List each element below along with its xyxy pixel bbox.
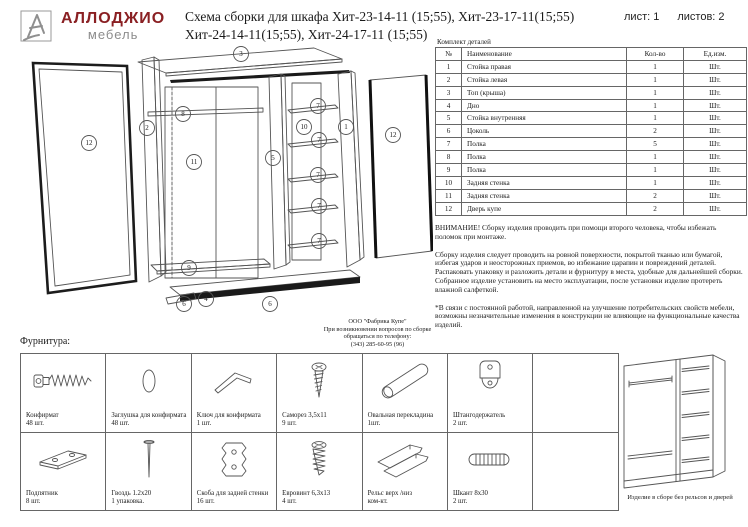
svg-text:6: 6: [268, 300, 272, 308]
hardware-cell-rod-holder: [448, 354, 533, 433]
cell-unit: Шт.: [684, 189, 747, 202]
note-placement: Собранное изделие установить на место эксплуатации, после установки изделие протереть влажной салфеткой.: [435, 275, 723, 294]
cell-name: Стойка правая: [462, 60, 627, 73]
table-row: [436, 202, 747, 215]
left-door-panel: [33, 63, 136, 293]
logo-monogram-icon: [18, 8, 54, 44]
hardware-name: Овальная перекладина: [367, 411, 434, 419]
cell-name: Цоколь: [462, 125, 627, 138]
table-row: [436, 60, 747, 73]
cell-unit: Шт.: [684, 73, 747, 86]
cell-qty: 1: [627, 60, 684, 73]
callout-8: [176, 107, 191, 122]
hardware-qty: 48 шт.: [26, 419, 44, 427]
cell-qty: 1: [627, 176, 684, 189]
cell-unit: Шт.: [684, 86, 747, 99]
svg-text:10: 10: [300, 123, 308, 131]
assembled-wardrobe-caption: Изделие в сборе без рельсов и дверей: [627, 494, 733, 501]
callout-10: [297, 120, 312, 135]
nail-icon: [142, 439, 156, 481]
cell-qty: 1: [627, 99, 684, 112]
cell-name: Дно: [462, 99, 627, 112]
factory-phone: (343) 285-60-95 (96): [350, 340, 405, 348]
table-row: [436, 176, 747, 189]
hardware-name: Подпятник: [26, 490, 58, 497]
cell-name: Задняя стенка: [462, 189, 627, 202]
table-row: [436, 164, 747, 177]
svg-text:12: 12: [389, 131, 397, 139]
logo-brand: АЛЛОДЖИО: [61, 10, 166, 27]
cell-qty: 1: [627, 112, 684, 125]
cell-num: 1: [436, 60, 462, 73]
factory-contact-note: [295, 318, 460, 348]
callout-6-right: [263, 297, 278, 312]
cell-qty: 1: [627, 86, 684, 99]
assembly-notes: [435, 224, 743, 330]
hardware-name: Штангодержатель: [452, 411, 506, 419]
hardware-qty: ком-кт.: [367, 498, 388, 505]
factory-line: При возникновении вопросов по сборке: [323, 325, 432, 333]
svg-text:1: 1: [344, 123, 348, 131]
sheet-number: лист: 1: [624, 11, 660, 23]
cell-name: Стойка внутренняя: [462, 112, 627, 125]
cell-unit: Шт.: [684, 202, 747, 215]
cell-num: 6: [436, 125, 462, 138]
cell-name: Задняя стенка: [462, 176, 627, 189]
parts-table: [435, 47, 747, 216]
dowel-icon: [465, 450, 515, 470]
cell-qty: 1: [627, 164, 684, 177]
table-row: [436, 112, 747, 125]
assembled-wardrobe-drawing: [616, 350, 746, 494]
left-stand-panel: [142, 57, 166, 282]
table-row: [436, 125, 747, 138]
hardware-qty: 16 шт.: [196, 498, 215, 505]
hardware-name: Конфирмат: [26, 411, 59, 419]
screw-icon: [310, 362, 328, 400]
svg-text:9: 9: [187, 264, 191, 272]
factory-line: обращаться по телефону:: [343, 333, 412, 341]
note-unpack: Распаковать упаковку и разложить детали и фурнитуру в места, удобные для дальнейшей сборки.: [435, 267, 743, 277]
hardware-heading: Фурнитура:: [20, 336, 71, 347]
cell-num: 11: [436, 189, 462, 202]
svg-text:3: 3: [239, 50, 243, 58]
cell-qty: 1: [627, 73, 684, 86]
title-line-2: Хит-24-14-11(15;55), Хит-24-17-11 (15;55): [185, 26, 428, 42]
col-qty: Кол-во: [627, 48, 684, 61]
cell-name: Топ (крыша): [462, 86, 627, 99]
hardware-cell-confirmat: [21, 354, 106, 433]
exploded-assembly-diagram: [18, 46, 433, 342]
rail-icon: [374, 440, 436, 480]
hardware-qty: 48 шт.: [111, 419, 130, 427]
cell-name: Полка: [462, 164, 627, 177]
plug-icon: [139, 366, 159, 396]
cell-qty: 2: [627, 202, 684, 215]
hardware-name: Заглушка для конфирмата: [111, 411, 187, 419]
parts-table-caption: Комплект деталей: [437, 38, 491, 46]
euro-screw-icon: [308, 440, 330, 480]
top-rail-strip: [170, 70, 350, 83]
cell-qty: 5: [627, 138, 684, 151]
cell-unit: Шт.: [684, 138, 747, 151]
cell-num: 7: [436, 138, 462, 151]
title-line-1: Схема сборки для шкафа Хит-23-14-11 (15;55), Хит-23-17-11(15;55): [185, 9, 575, 24]
cell-unit: Шт.: [684, 164, 747, 177]
callout-2: [140, 121, 155, 136]
hex-key-icon: [209, 364, 259, 398]
cell-qty: 2: [627, 189, 684, 202]
svg-text:2: 2: [145, 124, 149, 132]
table-row: [436, 86, 747, 99]
factory-name: ООО "Фабрика Купе": [348, 318, 407, 325]
inner-stand-panel: [269, 74, 290, 269]
hardware-cell-oval-bar: [363, 354, 448, 433]
sheets-total: листов: 2: [677, 11, 725, 23]
table-row: [436, 99, 747, 112]
hardware-cell-nail: [106, 433, 191, 512]
table-row: [436, 189, 747, 202]
page-title: [185, 8, 625, 43]
back-wall-bracket-icon: [217, 440, 251, 480]
hardware-qty: 2 шт.: [452, 498, 468, 505]
logo-tagline: мебель: [87, 27, 139, 42]
cell-num: 9: [436, 164, 462, 177]
confirmat-icon: [32, 371, 94, 391]
cell-unit: Шт.: [684, 176, 747, 189]
cell-unit: Шт.: [684, 99, 747, 112]
svg-text:7: 7: [316, 171, 320, 179]
svg-text:5: 5: [271, 154, 275, 162]
hardware-cell-empty-top: [533, 354, 618, 433]
callout-5: [266, 151, 281, 166]
hardware-cell-plug: [106, 354, 191, 433]
col-name: Наименование: [462, 48, 627, 61]
right-door-panel: [370, 75, 432, 258]
col-unit: Ед.изм.: [684, 48, 747, 61]
back-wall-panel: [165, 87, 258, 278]
cell-unit: Шт.: [684, 60, 747, 73]
cell-qty: 1: [627, 151, 684, 164]
hardware-cell-screw: [277, 354, 362, 433]
svg-text:6: 6: [182, 300, 186, 308]
note-surface: Сборку изделия следует проводить на ровной поверхности, покрытой тканью или бумагой, избегая ударов и неосторожных приемов, во избежание царапин и повреждений деталей.: [435, 249, 723, 268]
cell-num: 4: [436, 99, 462, 112]
warning-note: ВНИМАНИЕ! Сборку изделия проводить при помощи второго человека, чтобы избежать поломок при монтаже.: [435, 223, 717, 241]
hardware-qty: 2 шт.: [452, 419, 468, 427]
callout-12-right: [386, 128, 401, 143]
cell-num: 8: [436, 151, 462, 164]
bottom-panel: [166, 270, 360, 304]
cell-qty: 2: [627, 125, 684, 138]
hardware-qty: 8 шт.: [26, 498, 41, 505]
hardware-cell-rail: [363, 433, 448, 512]
cell-name: Полка: [462, 151, 627, 164]
shelf-9-bar: [151, 259, 270, 274]
cell-num: 3: [436, 86, 462, 99]
sheet-info: [624, 11, 725, 23]
svg-text:11: 11: [190, 158, 198, 166]
cell-num: 12: [436, 202, 462, 215]
oval-bar-icon: [377, 359, 433, 403]
hardware-cell-euro-screw: [277, 433, 362, 512]
cell-unit: Шт.: [684, 125, 747, 138]
foot-pad-icon: [34, 445, 92, 475]
svg-text:7: 7: [317, 136, 321, 144]
hardware-qty: 4 шт.: [282, 498, 297, 505]
rod-holder-icon: [475, 359, 505, 403]
logo: [18, 8, 165, 44]
hardware-cell-hex-key: [192, 354, 277, 433]
cell-unit: Шт.: [684, 112, 747, 125]
hardware-qty: 1 упаковка.: [111, 498, 145, 505]
hardware-qty: 9 шт.: [282, 419, 297, 427]
cell-num: 10: [436, 176, 462, 189]
callout-11: [187, 155, 202, 170]
hardware-name: Евровинт 6,3х13: [282, 490, 331, 497]
hardware-name: Саморез 3,5х11: [282, 411, 327, 419]
cell-num: 2: [436, 73, 462, 86]
svg-text:12: 12: [85, 139, 93, 147]
right-stand-panel: [338, 71, 364, 267]
hardware-qty: 1шт.: [367, 419, 381, 427]
hardware-cell-foot-pad: [21, 433, 106, 512]
cell-num: 5: [436, 112, 462, 125]
svg-text:7: 7: [317, 202, 321, 210]
hardware-qty: 1 шт.: [196, 419, 212, 427]
svg-text:4: 4: [204, 295, 208, 303]
hardware-name: Скоба для задней стенки: [196, 490, 269, 497]
hardware-cell-empty-bottom: [533, 433, 618, 512]
svg-text:8: 8: [181, 110, 185, 118]
cell-name: Стойка левая: [462, 73, 627, 86]
table-row: [436, 138, 747, 151]
cell-name: Полка: [462, 138, 627, 151]
hardware-name: Ключ для конфирмата: [196, 411, 261, 419]
hardware-name: Рельс верх /низ: [367, 490, 413, 497]
cell-unit: Шт.: [684, 151, 747, 164]
small-shelves: [288, 105, 338, 248]
hardware-grid: [20, 353, 619, 511]
table-row: [436, 151, 747, 164]
svg-text:7: 7: [317, 237, 321, 245]
hardware-cell-bracket: [192, 433, 277, 512]
col-number: №: [436, 48, 462, 61]
table-row: [436, 73, 747, 86]
hardware-name: Шкант 8х30: [452, 490, 488, 497]
hardware-name: Гвоздь 1.2х20: [111, 490, 152, 497]
cell-name: Дверь купе: [462, 202, 627, 215]
hardware-cell-dowel: [448, 433, 533, 512]
svg-text:7: 7: [316, 102, 320, 110]
footnote: *В связи с постоянной работой, направленной на улучшение потребительских свойств мебели, возможны незначительные изменения в конструкции не влияющие на функциональные качества изделий.: [435, 302, 740, 330]
parts-table-header: [436, 48, 747, 61]
